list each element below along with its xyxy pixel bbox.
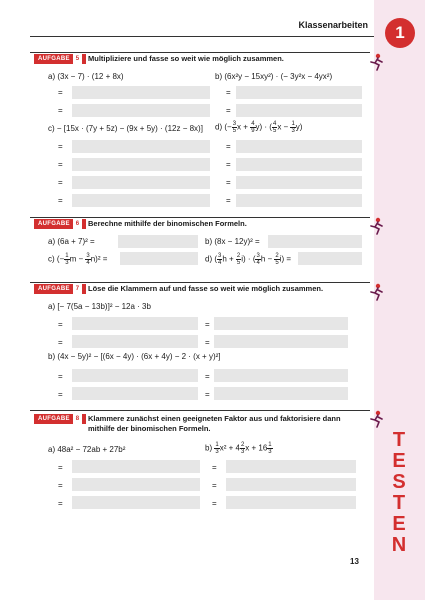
exercise-b: b) (4x − 5y)² − [(6x − 4y) · (6x + 4y) − 2 · (x + y)²]: [48, 352, 221, 361]
equals-sign: =: [58, 372, 63, 381]
equals-sign: =: [226, 88, 231, 97]
exercise-d: d) (− $\frac{3}{5}$ x + $\frac{4}{9}$ y) · ( $\frac{4}{5}$ x − $\frac{1}{3}$ y): [215, 121, 303, 134]
answer-field[interactable]: [236, 140, 362, 153]
exercise-b: b) (6x²y − 15xy²) · (− 3y²x − 4yx²): [215, 72, 333, 81]
answer-field[interactable]: [72, 86, 210, 99]
equals-sign: =: [58, 463, 63, 472]
equals-sign: =: [226, 106, 231, 115]
answer-field[interactable]: [236, 158, 362, 171]
equals-sign: =: [58, 160, 63, 169]
answer-field[interactable]: [72, 104, 210, 117]
exercise-b: b) (8x − 12y)² =: [205, 237, 260, 246]
task-badge: AUFGABE 6: [34, 219, 86, 229]
answer-field[interactable]: [72, 317, 198, 330]
answer-field[interactable]: [72, 387, 198, 400]
answer-field[interactable]: [72, 496, 200, 509]
task-badge: AUFGABE 7: [34, 284, 86, 294]
equals-sign: =: [58, 196, 63, 205]
equals-sign: =: [58, 88, 63, 97]
equals-sign: =: [58, 320, 63, 329]
task-badge: AUFGABE 5: [34, 54, 86, 64]
exercise-a: a) [− 7(5a − 13b)]² − 12a · 3b: [48, 302, 151, 311]
answer-field[interactable]: [226, 478, 356, 491]
page-number: 13: [350, 557, 359, 566]
exercise-c: c) (− $\frac{1}{3}$ m − $\frac{3}{4}$ n)² =: [48, 253, 108, 266]
equals-sign: =: [58, 142, 63, 151]
answer-field[interactable]: [236, 86, 362, 99]
answer-field[interactable]: [226, 496, 356, 509]
answer-field[interactable]: [72, 460, 200, 473]
equals-sign: =: [58, 106, 63, 115]
exercise-a: a) 48a² − 72ab + 27b²: [48, 445, 126, 454]
equals-sign: =: [226, 178, 231, 187]
answer-field[interactable]: [120, 252, 198, 265]
answer-field[interactable]: [226, 460, 356, 473]
runner-icon: [366, 52, 386, 72]
equals-sign: =: [205, 390, 210, 399]
answer-field[interactable]: [298, 252, 362, 265]
header-divider: [30, 36, 374, 37]
answer-field[interactable]: [268, 235, 362, 248]
equals-sign: =: [212, 463, 217, 472]
answer-field[interactable]: [72, 335, 198, 348]
exercise-d: d) ( $\frac{3}{4}$ h + $\frac{2}{5}$ i) · ( $\frac{3}{4}$ h − $\frac{2}{5}$ i) =: [205, 253, 292, 266]
runner-icon: [366, 409, 386, 429]
equals-sign: =: [226, 196, 231, 205]
equals-sign: =: [226, 142, 231, 151]
exercise-b: b) $\frac{1}{3}$ x² + 4 $\frac{2}{3}$ x + 16 $\frac{1}{3}$: [205, 442, 272, 455]
answer-field[interactable]: [236, 194, 362, 207]
section-divider: [30, 217, 370, 218]
equals-sign: =: [58, 338, 63, 347]
equals-sign: =: [212, 499, 217, 508]
page-title: Klassenarbeiten: [298, 20, 368, 30]
runner-icon: [366, 216, 386, 236]
answer-field[interactable]: [72, 478, 200, 491]
equals-sign: =: [58, 390, 63, 399]
answer-field[interactable]: [214, 317, 348, 330]
answer-field[interactable]: [236, 104, 362, 117]
equals-sign: =: [205, 372, 210, 381]
answer-field[interactable]: [72, 140, 210, 153]
equals-sign: =: [205, 320, 210, 329]
answer-field[interactable]: [72, 369, 198, 382]
equals-sign: =: [58, 499, 63, 508]
task-badge: AUFGABE 8: [34, 414, 86, 424]
equals-sign: =: [212, 481, 217, 490]
equals-sign: =: [58, 178, 63, 187]
equals-sign: =: [226, 160, 231, 169]
runner-icon: [366, 282, 386, 302]
exercise-c: c) − [15x · (7y + 5z) − (9x + 5y) · (12z − 8x)]: [48, 124, 203, 133]
task-instruction: Multipliziere und fasse so weit wie möglich zusammen.: [88, 54, 284, 63]
answer-field[interactable]: [72, 194, 210, 207]
answer-field[interactable]: [72, 176, 210, 189]
answer-field[interactable]: [214, 387, 348, 400]
task-instruction: Berechne mithilfe der binomischen Formeln.: [88, 219, 247, 228]
equals-sign: =: [205, 338, 210, 347]
answer-field[interactable]: [236, 176, 362, 189]
chapter-number: 1: [385, 18, 415, 48]
answer-field[interactable]: [118, 235, 198, 248]
task-instruction: Klammere zunächst einen geeigneten Faktor aus und faktorisiere dann mithilfe der binomischen Formeln.: [88, 414, 341, 433]
section-divider: [30, 52, 370, 53]
side-word-testen: T E S T E N: [391, 429, 407, 556]
answer-field[interactable]: [214, 369, 348, 382]
exercise-a: a) (6a + 7)² =: [48, 237, 95, 246]
equals-sign: =: [58, 481, 63, 490]
answer-field[interactable]: [72, 158, 210, 171]
section-divider: [30, 282, 370, 283]
exercise-a: a) (3x − 7) · (12 + 8x): [48, 72, 124, 81]
answer-field[interactable]: [214, 335, 348, 348]
section-divider: [30, 410, 370, 411]
task-instruction: Löse die Klammern auf und fasse so weit wie möglich zusammen.: [88, 284, 324, 293]
